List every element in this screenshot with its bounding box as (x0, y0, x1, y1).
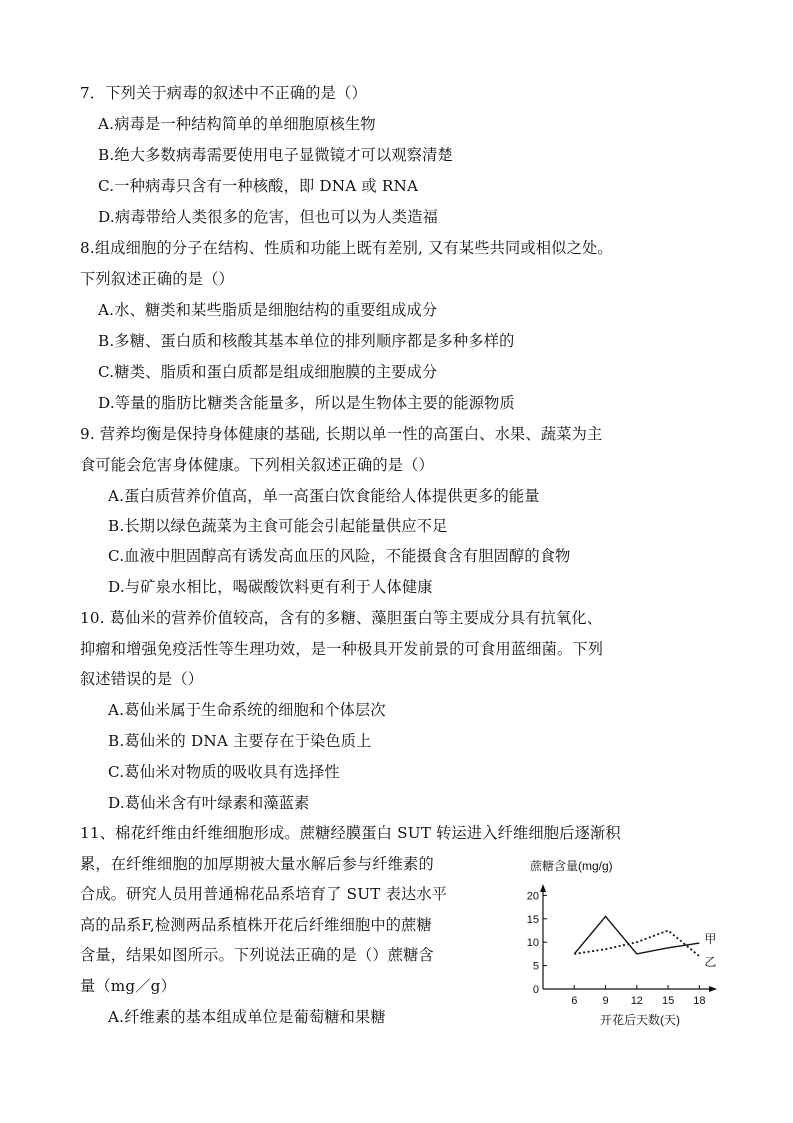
q8-option-c: C.糖类、脂质和蛋白质都是组成细胞膜的主要成分 (98, 363, 438, 381)
series-labels (704, 932, 716, 969)
q7-option-c: C.一种病毒只含有一种核酸，即 DNA 或 RNA (98, 177, 419, 195)
chart-xlabel: 开花后天数(天) (600, 1013, 680, 1027)
series-line-1 (574, 916, 699, 953)
q10-option-d: D.葛仙米含有叶绿素和藻蓝素 (108, 794, 310, 812)
y-tick-label: 20 (526, 890, 539, 903)
x-tick-label: 6 (571, 995, 578, 1007)
q8-option-b: B.多糖、蛋白质和核酸其基本单位的排列顺序都是多种多样的 (98, 332, 515, 350)
x-tick-label: 9 (602, 995, 609, 1007)
x-axis-arrow (709, 986, 717, 992)
x-tick-label: 18 (693, 995, 706, 1007)
y-ticks (527, 890, 547, 996)
q9-stem-line2: 食可能会危害身体健康。下列相关叙述正确的是（） (80, 456, 434, 474)
q11-stem-line5: 含量，结果如图所示。下列说法正确的是（）蔗糖含 (80, 946, 434, 964)
q8-option-d: D.等量的脂肪比糖类含能量多，所以是生物体主要的能源物质 (98, 394, 515, 412)
q9-option-c: C.血液中胆固醇高有诱发高血压的风险，不能摄食含有胆固醇的食物 (108, 547, 571, 565)
series-line-2 (574, 930, 699, 956)
y-tick-label: 10 (526, 937, 539, 950)
q9-option-b: B.长期以绿色蔬菜为主食可能会引起能量供应不足 (108, 517, 448, 535)
q11-stem-line1: 11、棉花纤维由纤维细胞形成。蔗糖经膜蛋白 SUT 转运进入纤维细胞后逐渐积 (80, 824, 621, 842)
q10-stem-line1: 10. 葛仙米的营养价值较高，含有的多糖、藻胆蛋白等主要成分具有抗氧化、 (80, 609, 603, 627)
x-tick-label: 12 (630, 995, 643, 1007)
y-tick-label: 15 (526, 913, 539, 926)
y-tick-label: 0 (532, 984, 539, 996)
q8-stem-line2: 下列叙述正确的是（） (80, 270, 234, 288)
q7-option-d: D.病毒带给人类很多的危害，但也可以为人类造福 (98, 208, 438, 226)
q9-option-d: D.与矿泉水相比，喝碳酸饮料更有利于人体健康 (108, 578, 433, 596)
chart-ylabel: 蔗糖含量(mg/g) (530, 859, 613, 873)
series-label-1: 甲 (704, 932, 717, 947)
x-ticks (571, 985, 705, 1007)
q10-stem-line2: 抑瘤和增强免疫活性等生理功效，是一种极具开发前景的可食用蓝细菌。下列 (80, 640, 604, 658)
q7-option-b: B.绝大多数病毒需要使用电子显微镜才可以观察清楚 (98, 146, 453, 164)
q11-stem-line6: 量（mg／g） (80, 977, 176, 995)
q9-option-a: A.蛋白质营养价值高，单一高蛋白饮食能给人体提供更多的能量 (108, 487, 540, 505)
y-tick-label: 5 (532, 960, 539, 973)
q7-stem: 7．下列关于病毒的叙述中不正确的是（） (80, 84, 367, 102)
q11-stem-line3: 合成。研究人员用普通棉花品系培育了 SUT 表达水平 (80, 885, 448, 903)
q8-option-a: A.水、糖类和某些脂质是细胞结构的重要组成成分 (98, 301, 438, 319)
series-label-2: 乙 (704, 955, 717, 970)
q11-stem-line4: 高的品系F,检测两品系植株开花后纤维细胞中的蔗糖 (80, 916, 432, 934)
sucrose-content-chart (518, 852, 720, 1032)
q10-option-c: C.葛仙米对物质的吸收具有选择性 (108, 763, 340, 781)
chart-series (574, 916, 699, 956)
x-tick-label: 15 (661, 995, 675, 1007)
q10-stem-line3: 叙述错误的是（） (80, 670, 204, 688)
q7-option-a: A.病毒是一种结构简单的单细胞原核生物 (98, 115, 376, 133)
q11-stem-line2: 累，在纤维细胞的加厚期被大量水解后参与纤维素的 (80, 855, 434, 873)
q11-option-a: A.纤维素的基本组成单位是葡萄糖和果糖 (108, 1008, 386, 1026)
q8-stem-line1: 8.组成细胞的分子在结构、性质和功能上既有差别, 又有某些共同或相似之处。 (80, 239, 613, 257)
q9-stem-line1: 9. 营养均衡是保持身体健康的基础, 长期以单一性的高蛋白、水果、蔬菜为主 (80, 425, 603, 443)
q10-option-a: A.葛仙米属于生命系统的细胞和个体层次 (108, 701, 386, 719)
q10-option-b: B.葛仙米的 DNA 主要存在于染色质上 (108, 732, 372, 750)
y-axis-arrow (540, 884, 546, 892)
